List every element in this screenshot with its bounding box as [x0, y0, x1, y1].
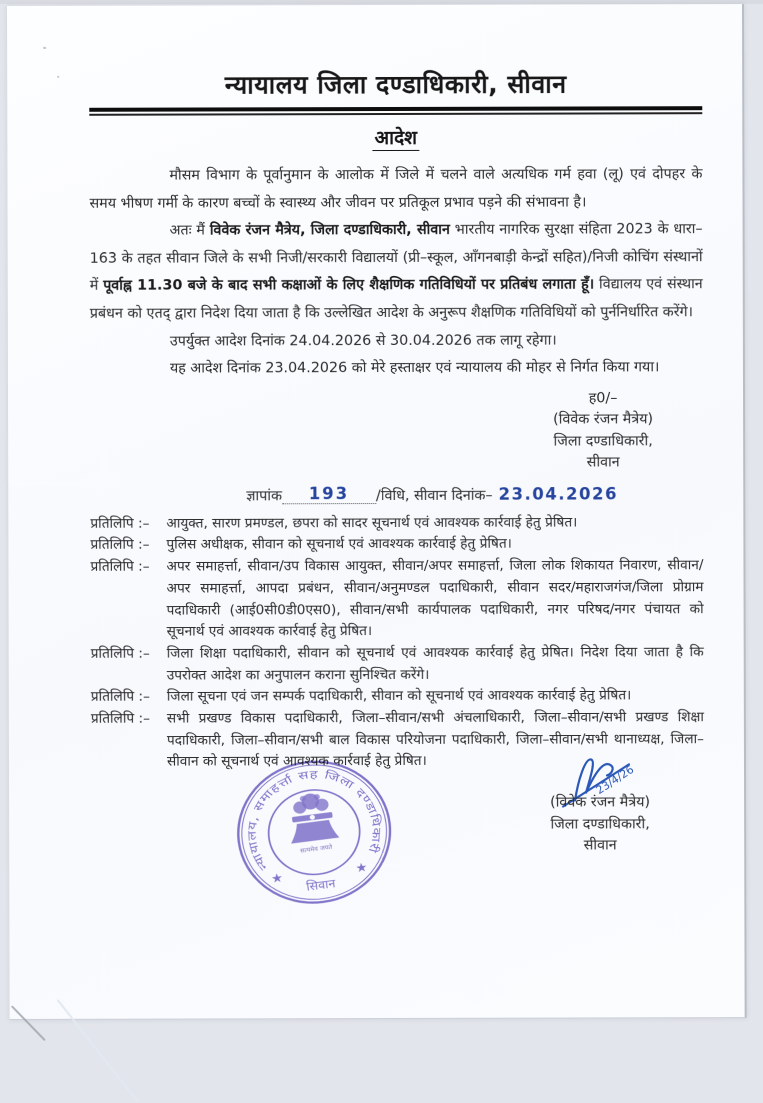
document-content — [89, 4, 705, 974]
copy-label: प्रतिलिपि :– — [90, 558, 150, 575]
stamp-seal-icon — [224, 748, 403, 917]
paper-crease — [57, 999, 139, 1102]
order-officer-name-bold: विवेक रंजन मैत्रेय, जिला दण्डाधिकारी, सीवान — [209, 222, 450, 239]
memo-date-handwritten: 23.04.2026 — [498, 484, 618, 504]
court-title: न्यायालय जिला दण्डाधिकारी, सीवान — [224, 69, 567, 100]
copy-text: आयुक्त, सारण प्रमण्डल, छपरा को सादर सूचनार्थ एवं आवश्यक कार्रवाई हेतु प्रेषित। — [166, 514, 578, 532]
stamp-star-left-icon: ★ — [270, 870, 284, 886]
copy-row — [90, 534, 703, 557]
paragraph-order — [90, 216, 703, 328]
ashoka-emblem-icon — [285, 791, 341, 856]
stamp-motto-text: सत्यमेव जयते — [299, 844, 333, 855]
memo-number-handwritten: 193 — [282, 484, 376, 504]
copy-text: अपर समाहर्त्ता, सीवान/उप विकास आयुक्त, सीवान/अपर समाहर्त्ता, जिला लोक शिकायत निवारण, सीवान/अपर समाहर्त्ता, आपदा प्रबंधन, सीवान/अनुमण्डल पदाधिकारी, सीवान सदर/महाराजगंज/जिला प्रोग्राम पदाधिकारी (आई0सी0डी0एस0), सीवान/सभी कार्यपालक पदाधिकारी, नगर परिषद/नगर पंचायत को सूचनार्थ एवं आवश्यक कार्रवाई हेतु प्रेषित। — [166, 557, 704, 640]
signatory-name: (विवेक रंजन मैत्रेय) — [550, 794, 651, 811]
order-heading — [89, 123, 702, 151]
copy-label: प्रतिलिपि :– — [90, 515, 150, 532]
memo-suffix: /विधि, सीवान दिनांक– — [375, 487, 493, 504]
copy-row — [90, 512, 703, 535]
footer-zone — [91, 763, 705, 974]
stamp-star-right-icon: ★ — [354, 859, 369, 876]
title-divider-rule — [89, 106, 702, 116]
order-seg-3: भारतीय नागरिक सुरक्षा संहिता 2023 के धारा–163 के तहत सीवान जिले के सभी निजी/सरकारी विद्यालयों (प्री–स्कूल, आँगनबाड़ी केन्द्रों सहित)/निजी कोचिंग संस्थानों में — [89, 221, 703, 295]
paragraph-weather: मौसम विभाग के पूर्वानुमान के आलोक में जिले में चलने वाले अत्यधिक गर्म हवा (लू) एवं दोपहर के समय भीषण गर्मी के कारण बच्चों के स्वास्थ्य और जीवन पर प्रतिकूल प्रभाव पड़ने की संभावना है। — [89, 166, 703, 212]
copy-text: सभी प्रखण्ड विकास पदाधिकारी, जिला–सीवान/सभी अंचलाधिकारी, जिला–सीवान/सभी प्रखण्ड शिक्षा पदाधिकारी, जिला–सीवान/सभी बाल विकास परियोजना पदाधिकारी, जिला–सीवान/सभी थानाध्यक्ष, जिला–सीवान को सूचनार्थ एवं आवश्यक कार्रवाई हेतु प्रेषित। — [166, 709, 704, 771]
corner-fold-mark — [11, 1005, 46, 1041]
copy-label: प्रतिलिपि :– — [90, 710, 150, 727]
copy-text: पुलिस अधीक्षक, सीवान को सूचनार्थ एवं आवश्यक कार्रवाई हेतु प्रेषित। — [166, 536, 512, 554]
scan-speck — [57, 76, 59, 78]
copy-text: जिला शिक्षा पदाधिकारी, सीवान को सूचनार्थ एवं आवश्यक कार्रवाई हेतु प्रेषित। निदेश दिया जाता है कि उपरोक्त आदेश का अनुपालन कराना सुनिश्चित करेंगे। — [166, 644, 704, 684]
signatory-name: (विवेक रंजन मैत्रेय) — [553, 411, 654, 428]
distribution-list — [90, 512, 704, 774]
signature-block-top — [553, 388, 653, 474]
copy-row — [90, 555, 703, 643]
order-heading-text: आदेश — [373, 127, 420, 151]
scan-speck — [43, 47, 46, 49]
memo-line — [90, 484, 703, 506]
copy-row — [91, 686, 704, 709]
official-court-stamp — [224, 748, 403, 917]
copy-text: जिला सूचना एवं जन सम्पर्क पदाधिकारी, सीवान को सूचनार्थ एवं आवश्यक कार्रवाई हेतु प्रेषित। — [166, 687, 632, 705]
copy-label: प्रतिलिपि :– — [90, 689, 150, 706]
document-page — [7, 4, 747, 1020]
signatory-designation: जिला दण्डाधिकारी, — [553, 433, 653, 450]
signature-block-bottom — [515, 750, 685, 857]
signatory-designation: जिला दण्डाधिकारी, — [550, 816, 650, 833]
signature-mark: ह0/– — [588, 390, 618, 407]
signatory-place: सीवान — [583, 837, 617, 854]
paragraph-issue: यह आदेश दिनांक 23.04.2026 को मेरे हस्ताक्षर एवं न्यायालय की मोहर से निर्गत किया गया। — [169, 359, 660, 377]
copy-row — [91, 642, 704, 687]
order-seg-5: विद्यालय एवं संस्थान प्रबंधन को एतद् द्वारा निदेश दिया जाता है कि उल्लेखित आदेश के अनुरूप शैक्षणिक गतिविधियों को पुर्ननिर्धारित करेंगे। — [89, 276, 703, 322]
stamp-place-text: सिवान — [305, 876, 337, 894]
signature-date-handwritten: 23/4/26 — [593, 763, 637, 798]
paragraph-validity: उपर्युक्त आदेश दिनांक 24.04.2026 से 30.04.2026 तक लागू रहेगा। — [169, 332, 557, 350]
stamp-ring-text: न्यायालय, समाहर्त्ता सह जिला दण्डाधिकारी — [245, 768, 384, 873]
signatory-place: सीवान — [586, 454, 620, 471]
copy-label: प्रतिलिपि :– — [90, 645, 150, 662]
order-seg-1: अतः मैं — [169, 222, 210, 239]
order-restriction-bold: पूर्वाह्न 11.30 बजे के बाद सभी कक्षाओं के लिए शैक्षणिक गतिविधियों पर प्रतिबंध लगाता हूँ। — [103, 276, 595, 295]
memo-prefix: ज्ञापांक — [246, 488, 282, 505]
copy-label: प्रतिलिपि :– — [90, 537, 150, 554]
